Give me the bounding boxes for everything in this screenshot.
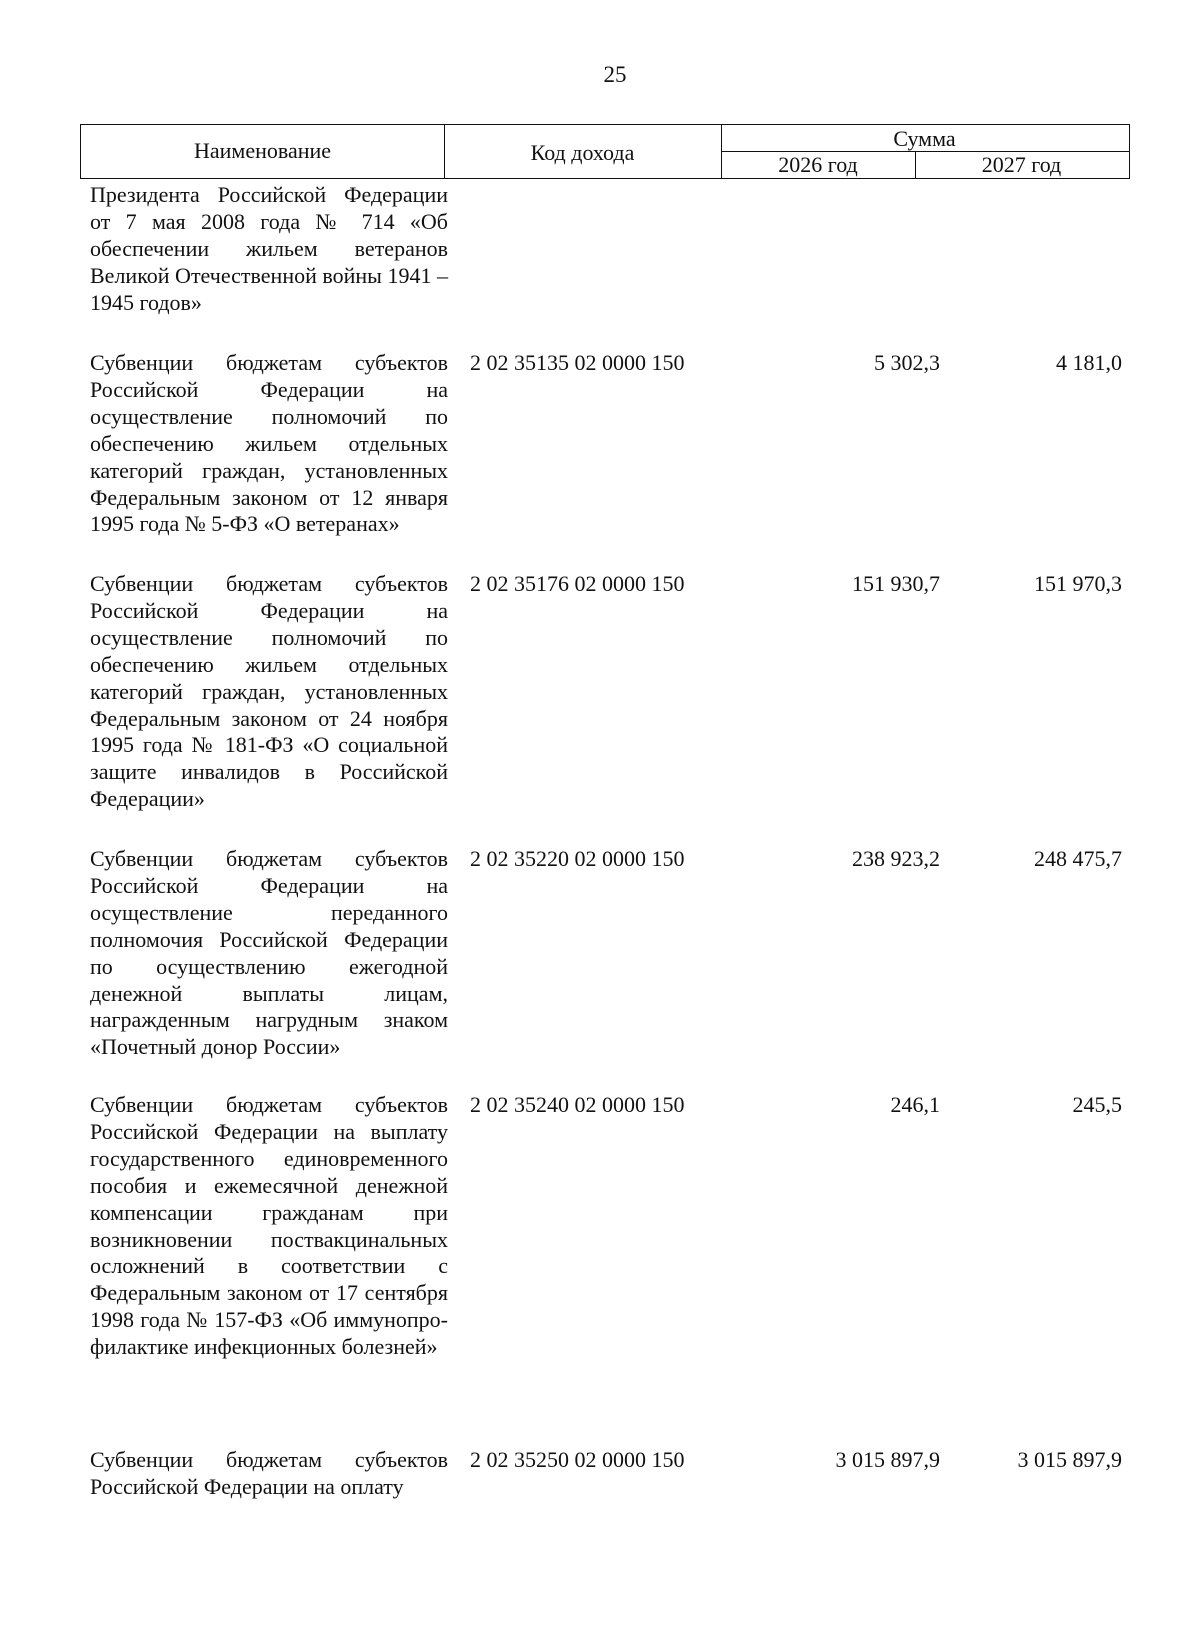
row-value-2026: 5 302,3 [874,350,940,375]
column-header-sum: Сумма [893,125,956,151]
row-code: 2 02 35135 02 0000 150 [470,350,685,375]
column-header-code: Код дохода [530,140,635,165]
row-value-2027: 3 015 897,9 [1017,1447,1122,1472]
page-number: 25 [603,62,627,87]
row-value-2027: 151 970,3 [1034,571,1122,596]
row-code: 2 02 35220 02 0000 150 [470,846,685,871]
row-value-2027: 248 475,7 [1034,846,1122,871]
row-name: Субвенции бюджетам субъектов Российской Федерации на выплату государственного единовременного пособия и ежемесячной денежной компенсации гражданам при возникновении поствакцинальных осложнений в соответствии с Федеральным законом от 17 сентября 1998 года № 157-ФЗ «Об иммунопрофилактике инфекционных болезней» [90,1092,448,1360]
table-header [80,124,1130,179]
row-value-2027: 4 181,0 [1056,350,1122,375]
row-name: Субвенции бюджетам субъектов Российской Федерации на оплату [90,1447,448,1499]
row-name: Субвенции бюджетам субъектов Российской Федерации на осуществление полномочий по обеспечению жильем отдельных категорий граждан, установленных Федеральным законом от 24 ноября 1995 года № 181-ФЗ «О социальной защите инвалидов в Российской Федерации» [90,571,448,812]
row-value-2026: 238 923,2 [852,846,940,871]
row-value-2026: 3 015 897,9 [835,1447,940,1472]
row-value-2026: 246,1 [890,1092,940,1117]
row-code: 2 02 35250 02 0000 150 [470,1447,685,1472]
row-name: Субвенции бюджетам субъектов Российской Федерации на осуществление переданного полномочия Российской Федерации по осуществлению ежегодной денежной выплаты лицам, награжденным нагрудным знаком «Почетный донор России» [90,846,448,1060]
row-code: 2 02 35176 02 0000 150 [470,571,685,596]
row-name: Президента Российской Федерации от 7 мая 2008 года № 714 «Об обеспечении жильем ветеранов Великой Отечественной войны 1941 – 1945 годов» [90,182,448,315]
row-value-2027: 245,5 [1072,1092,1122,1117]
column-header-year-2027: 2027 год [981,152,1062,177]
row-value-2026: 151 930,7 [852,571,940,596]
row-code: 2 02 35240 02 0000 150 [470,1092,685,1117]
column-header-year-2026: 2026 год [778,152,858,177]
row-name: Субвенции бюджетам субъектов Российской Федерации на осуществление полномочий по обеспечению жильем отдельных категорий граждан, установленных Федеральным законом от 12 января 1995 года № 5-ФЗ «О ветеранах» [90,350,448,537]
column-header-name: Наименование [193,138,332,163]
